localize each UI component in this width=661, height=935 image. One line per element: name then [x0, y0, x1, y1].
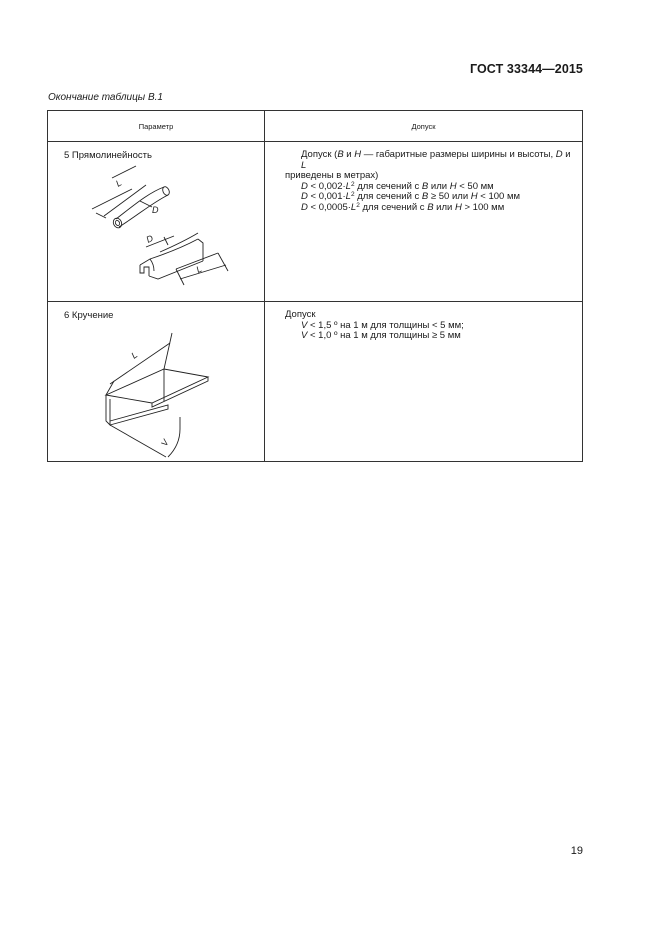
parameter-name: 5 Прямолинейность — [64, 150, 152, 161]
figure-label-L: L — [114, 177, 124, 189]
figure-label-L: L — [129, 349, 140, 361]
column-header-tolerance: Допуск — [265, 111, 583, 142]
tolerance-cell — [265, 142, 583, 302]
torsion-figure — [48, 321, 263, 461]
figure-label-D-channel: D — [144, 233, 155, 245]
tolerance-table — [47, 110, 583, 462]
parameter-cell — [48, 142, 265, 302]
table-row — [48, 302, 583, 462]
table-header-row — [48, 111, 583, 142]
tolerance-cell — [265, 302, 583, 462]
straightness-tolerance-text: Допуск (B и H — габаритные размеры ширины и высоты, D и L приведены в метрах) $D < 0,002\cdot L^2$ для сечений с B или H < 50 мм $D < 0,001\cdot L^2$ для сечений с B ≥ 50 или H < 100 мм $D < 0,0005\cdot L^2$ для сечений с B или H > 100 мм — [285, 149, 571, 213]
table-row — [48, 142, 583, 302]
parameter-name: 6 Кручение — [64, 310, 114, 321]
figure-label-V: V — [159, 437, 171, 448]
column-header-parameter: Параметр — [48, 111, 265, 142]
page-number: 19 — [570, 845, 583, 857]
figure-label-D: D — [152, 205, 159, 215]
straightness-figure — [48, 161, 263, 301]
table-caption: Окончание таблицы В.1 — [48, 92, 163, 103]
figure-label-L-channel: L — [194, 263, 204, 275]
parameter-cell — [48, 302, 265, 462]
torsion-tolerance-text: Допуск V < 1,5 º на 1 м для толщины < 5 мм; V < 1,0 º на 1 м для толщины ≥ 5 мм — [285, 309, 464, 342]
standard-number: ГОСТ 33344—2015 — [469, 62, 583, 76]
